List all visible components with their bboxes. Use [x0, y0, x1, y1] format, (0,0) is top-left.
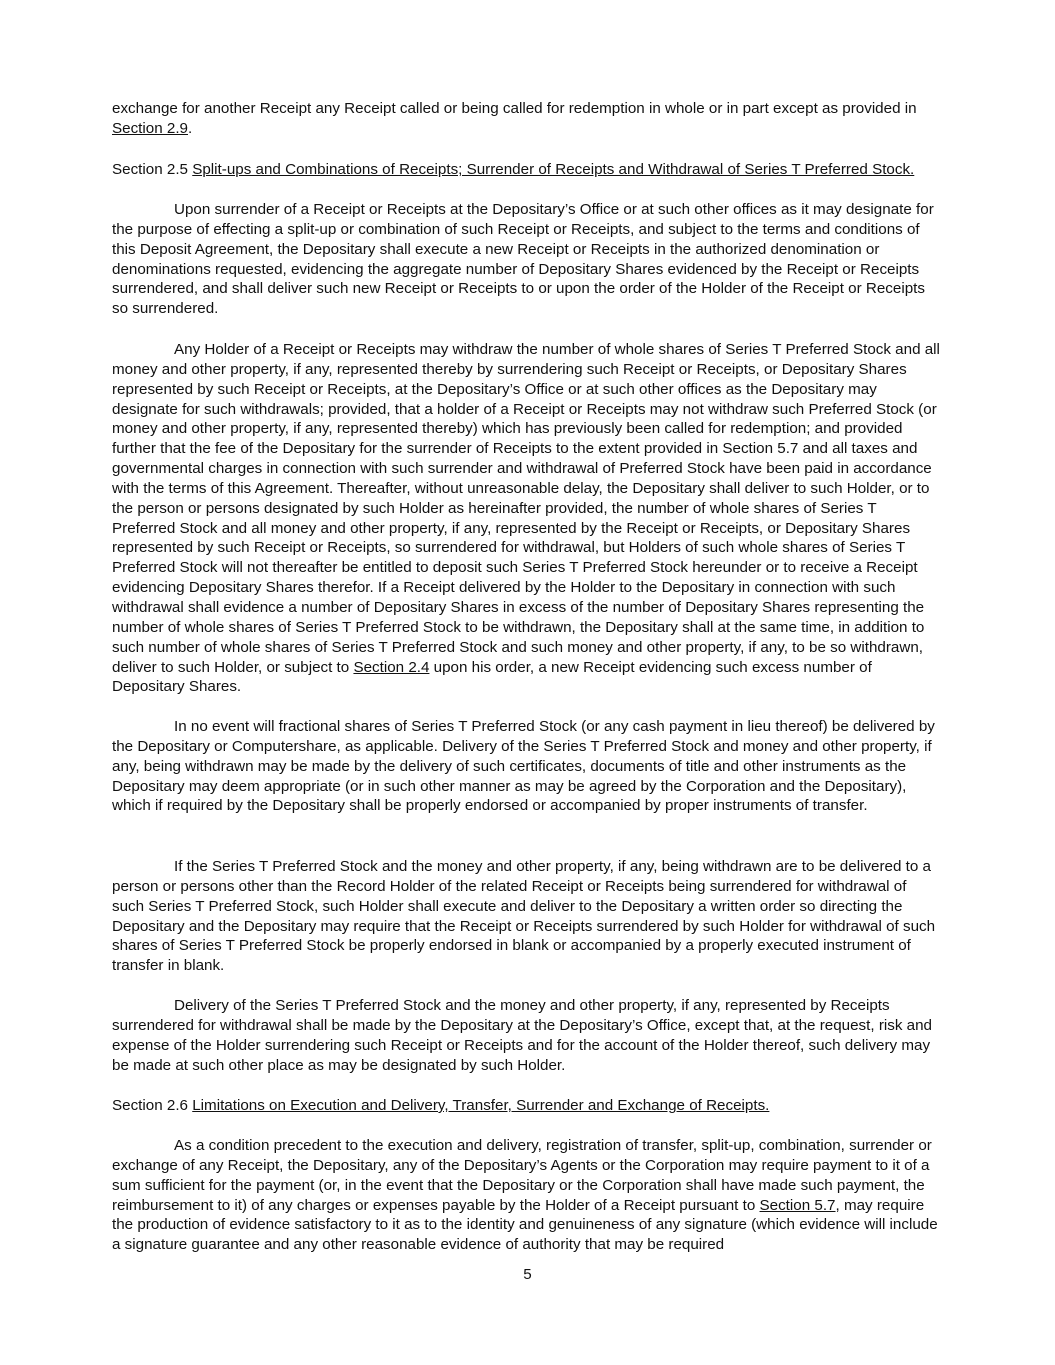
paragraph-tail: , may require the production of evidence satisfactory to it as to the identity and genuineness of any signature (which evidence will include a signature guarantee and any other reasonable evidence of authority that may be required	[112, 1196, 938, 1254]
section-2-4-reference: Section 2.4	[353, 658, 430, 676]
paragraph-continuation	[112, 99, 942, 139]
section-label: Section 2.6	[112, 1097, 188, 1114]
section-title: Split-ups and Combinations of Receipts; Surrender of Receipts and Withdrawal of Series T Preferred Stock.	[192, 161, 915, 178]
paragraph-text: Any Holder of a Receipt or Receipts may withdraw the number of whole shares of Series T Preferred Stock and all money and other property, if any, represented thereby by surrendering such Receipt or Receipts, or Depositary Shares represented by such Receipt or Receipts, at the Depositary’s Office or at such other offices as the Depositary may designate for such withdrawals; provided, that a holder of a Receipt or Receipts may not withdraw such Preferred Stock (or money and other property, if any, represented thereby) which has previously been called for redemption; and provided further that the fee of the Depositary for the surrender of Receipts to the extent provided in Section 5.7 and all taxes and governmental charges in connection with such surrender and withdrawal of Preferred Stock have been paid in accordance with the terms of this Agreement. Thereafter, without unreasonable delay, the Depositary shall deliver to such Holder, or to the person or persons designated by such Holder as hereinafter provided, the number of whole shares of Series T Preferred Stock and all money and other property, if any, represented by the Receipt or Receipts, or Depositary Shares represented by such Receipt or Receipts, so surrendered for withdrawal, but Holders of such whole shares of Series T Preferred Stock will not thereafter be entitled to deposit such Series T Preferred Stock hereunder or to receive a Receipt evidencing Depositary Shares therefor. If a Receipt delivered by the Holder to the Depositary in connection with such withdrawal shall evidence a number of Depositary Shares in excess of the number of Depositary Shares representing the number of whole shares of Series T Preferred Stock to be withdrawn, the Depositary shall at the same time, in addition to such number of whole shares of Series T Preferred Stock and such money and other property, if any, to be so withdrawn, deliver to such Holder, or subject to	[112, 341, 940, 676]
section-5-7-reference: Section 5.7	[759, 1196, 836, 1214]
paragraph-other-persons: If the Series T Preferred Stock and the money and other property, if any, being withdrawn are to be delivered to a person or persons other than the Record Holder of the related Receipt or Receipts being surrendered for withdrawal of such Series T Preferred Stock, such Holder shall execute and deliver to the Depositary a written order so directing the Depositary and the Depositary may require that the Receipt or Receipts surrendered by such Holder for withdrawal of such shares of Series T Preferred Stock be properly endorsed in blank or accompanied by a properly executed instrument of transfer in blank.	[112, 858, 936, 975]
page-number: 5	[523, 1266, 532, 1283]
paragraph-withdrawal	[112, 340, 942, 697]
section-2-9-reference: Section 2.9	[112, 119, 188, 137]
paragraph-tail: upon his order, a new Receipt evidencing such excess number of Depositary Shares.	[112, 658, 872, 696]
paragraph-text: As a condition precedent to the execution and delivery, registration of transfer, split-up, combination, surrender or exchange of any Receipt, the Depositary, any of the Depositary’s Agents or the Corporation may require payment to it of a sum sufficient for the payment (or, in the event that the Depositary or the Corporation shall have made such payment, the reimbursement to it) of any charges or expenses payable by the Holder of a Receipt pursuant to	[112, 1137, 932, 1214]
paragraph-split-up: Upon surrender of a Receipt or Receipts at the Depositary’s Office or at such other offices as it may designate for the purpose of effecting a split-up or combination of such Receipt or Receipts, and subject to the terms and conditions of this Deposit Agreement, the Depositary shall execute a new Receipt or Receipts in the authorized denomination or denominations requested, evidencing the aggregate number of Depositary Shares evidenced by the Receipt or Receipts surrendered, and shall deliver such new Receipt or Receipts to or upon the order of the Holder of the Receipt or Receipts so surrendered.	[112, 201, 934, 318]
paragraph-tail: .	[188, 119, 193, 137]
section-2-6-heading	[112, 1096, 942, 1116]
section-2-5-heading	[112, 160, 942, 180]
paragraph-conditions-precedent	[112, 1136, 942, 1255]
section-title: Limitations on Execution and Delivery, Transfer, Surrender and Exchange of Receipts.	[192, 1097, 770, 1114]
section-label: Section 2.5	[112, 161, 188, 178]
paragraph-fractional-shares: In no event will fractional shares of Series T Preferred Stock (or any cash payment in lieu thereof) be delivered by the Depositary or Computershare, as applicable. Delivery of the Series T Preferred Stock and money and other property, if any, being withdrawn may be made by the delivery of such certificates, documents of title and other instruments as the Depositary may deem appropriate (or in such other manner as may be agreed by the Corporation and the Depositary), which if required by the Depositary shall be properly endorsed or accompanied by proper instruments of transfer.	[112, 718, 935, 815]
paragraph-text: exchange for another Receipt any Receipt called or being called for redemption in whole or in part except as provided in	[112, 100, 917, 117]
paragraph-delivery-location: Delivery of the Series T Preferred Stock and the money and other property, if any, represented by Receipts surrendered for withdrawal shall be made by the Depositary at the Depositary’s Office, except that, at the request, risk and expense of the Holder surrendering such Receipt or Receipts and for the account of the Holder thereof, such delivery may be made at such other place as may be designated by such Holder.	[112, 997, 932, 1074]
